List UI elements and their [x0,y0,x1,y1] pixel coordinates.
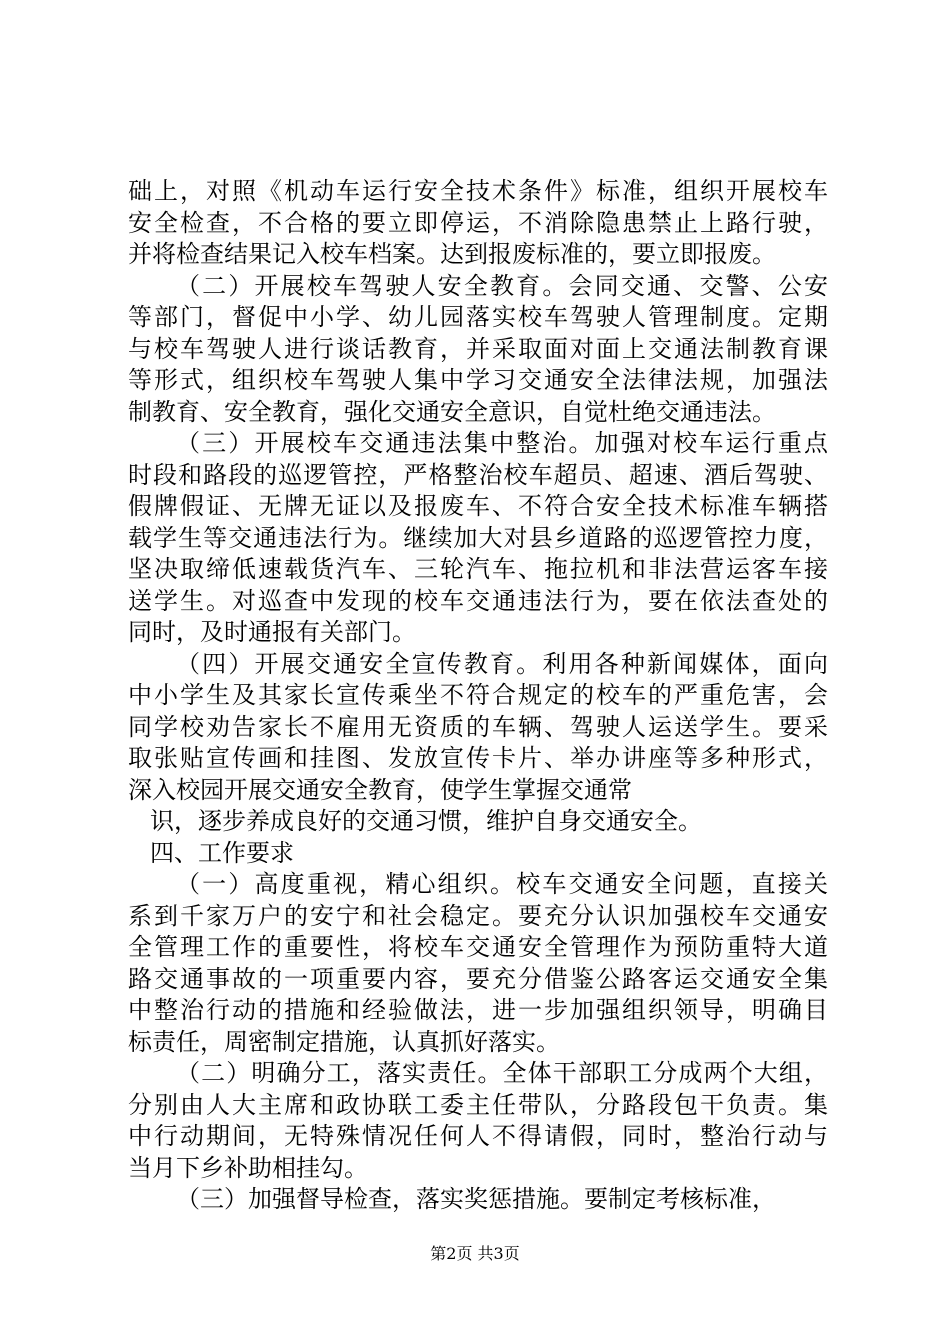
text-line: 与校车驾驶人进行谈话教育，并采取面对面上交通法制教育课 [128,334,828,363]
text-line: 中整治行动的措施和经验做法，进一步加强组织领导，明确目 [128,996,828,1024]
page-number: 第2页 共3页 [430,1244,520,1263]
text-line: 送学生。对巡查中发现的校车交通违法行为，要在依法查处的 [128,586,828,615]
section-heading: 四、工作要求 [150,838,294,867]
text-line: 制教育、安全教育，强化交通安全意识，自觉杜绝交通违法。 [128,397,776,426]
text-line: 坚决取缔低速载货汽车、三轮汽车、拖拉机和非法营运客车接 [128,555,828,583]
text-line: 中小学生及其家长宣传乘坐不符合规定的校车的严重危害，会 [128,681,828,709]
text-line: 分别由人大主席和政协联工委主任带队，分路段包干负责。集 [128,1090,828,1119]
text-line: 同时，及时通报有关部门。 [128,618,416,646]
text-line: 深入校园开展交通安全教育，使学生掌握交通常 [128,775,632,804]
text-line: 中行动期间，无特殊情况任何人不得请假，同时，整治行动与 [128,1122,828,1150]
text-line: 假牌假证、无牌无证以及报废车、不符合安全技术标准车辆搭 [128,492,828,520]
paragraph-start-line: （四）开展交通安全宣传教育。利用各种新闻媒体，面向 [176,649,828,678]
paragraph-start-line: （三）加强督导检查，落实奖惩措施。要制定考核标准， [176,1185,776,1213]
text-line: 时段和路段的巡逻管控，严格整治校车超员、超速、酒后驾驶、 [128,460,828,489]
paragraph-start-line: （三）开展校车交通违法集中整治。加强对校车运行重点 [176,429,828,457]
text-line: 载学生等交通违法行为。继续加大对县乡道路的巡逻管控力度， [128,523,828,552]
text-line: 并将检查结果记入校车档案。达到报废标准的，要立即报废。 [128,240,776,268]
page-footer [0,1244,950,1264]
paragraph-start-line: （二）明确分工，落实责任。全体干部职工分成两个大组， [176,1059,828,1087]
paragraph-start-line: （二）开展校车驾驶人安全教育。会同交通、交警、公安 [176,271,828,300]
document-body [128,176,828,1216]
text-line: 取张贴宣传画和挂图、发放宣传卡片、举办讲座等多种形式， [128,744,828,772]
text-line: 全管理工作的重要性，将校车交通安全管理作为预防重特大道 [128,933,828,961]
text-line: 础上，对照《机动车运行安全技术条件》标准，组织开展校车 [128,177,828,205]
text-line: 当月下乡补助相挂勾。 [128,1153,368,1182]
text-line: 安全检查，不合格的要立即停运，不消除隐患禁止上路行驶， [128,208,828,237]
text-line: 等部门，督促中小学、幼儿园落实校车驾驶人管理制度。定期 [128,303,828,331]
text-line: 同学校劝告家长不雇用无资质的车辆、驾驶人运送学生。要采 [128,712,828,741]
text-line: 等形式，组织校车驾驶人集中学习交通安全法律法规，加强法 [128,366,828,394]
text-line: 路交通事故的一项重要内容，要充分借鉴公路客运交通安全集 [128,964,828,993]
text-line: 识，逐步养成良好的交通习惯，维护自身交通安全。 [150,807,702,835]
text-line: 系到千家万户的安宁和社会稳定。要充分认识加强校车交通安 [128,901,828,930]
paragraph-start-line: （一）高度重视，精心组织。校车交通安全问题，直接关 [176,870,828,898]
text-line: 标责任，周密制定措施，认真抓好落实。 [128,1027,560,1056]
